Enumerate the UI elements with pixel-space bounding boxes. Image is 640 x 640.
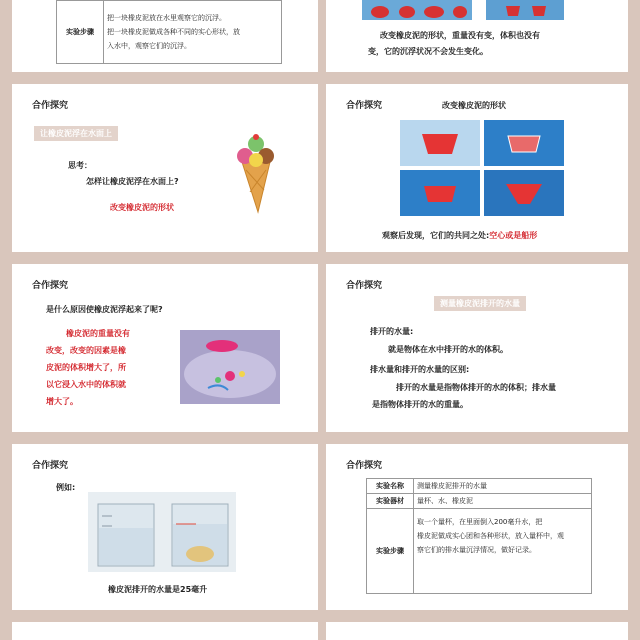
- beakers-photo: [88, 492, 236, 572]
- clay-shapes-photo-2: [486, 0, 564, 20]
- difference-line-2: 是指物体排开的水的重量。: [372, 400, 468, 409]
- topic-tag: 让橡皮泥浮在水面上: [34, 126, 118, 141]
- steps-line-1: 把一块橡皮泥放在水里观察它的沉浮。: [107, 14, 226, 22]
- equipment-value: 量杯、水、橡皮泥: [414, 494, 592, 509]
- think-answer: 改变橡皮泥的形状: [110, 203, 174, 212]
- slide-title: 合作探究: [346, 101, 383, 111]
- slide-shape-observation: [326, 84, 628, 252]
- steps-line-1: 取一个量杯，在里面倒入200毫升水，把: [417, 518, 543, 526]
- equipment-label: 实验器材: [367, 494, 414, 509]
- result-line-2: 变，它的沉浮状况不会发生变化。: [368, 47, 488, 56]
- topic-tag: 测量橡皮泥排开的水量: [434, 296, 526, 311]
- example-caption: 橡皮泥排开的水量是25毫升: [108, 585, 208, 594]
- steps-label: 实验步骤: [367, 509, 414, 594]
- conclusion: [382, 228, 537, 243]
- slide-title: 合作探究: [32, 101, 69, 111]
- slide-title: 合作探究: [32, 281, 69, 291]
- reason-line-4: 以它浸入水中的体积就: [46, 380, 126, 389]
- conclusion-prefix: 观察后发现，它们的共同之处:: [382, 231, 490, 240]
- slide-heading: 改变橡皮泥的形状: [442, 101, 506, 110]
- floating-clay-photo: [180, 330, 280, 404]
- steps-line-2: 橡皮泥做成实心团和各种形状，放入量杯中，观: [417, 532, 564, 540]
- slide-displaced-water: [326, 264, 628, 432]
- slide-make-clay-float: [12, 84, 318, 252]
- steps-line-2: 把一块橡皮泥做成各种不同的实心形状，放: [107, 28, 240, 36]
- slide-next-right: [326, 622, 628, 640]
- slide-example-measure: [12, 444, 318, 610]
- difference-line-1: 排开的水量是指物体排开的水的体积；排水量: [396, 383, 556, 392]
- steps-table: [56, 0, 282, 64]
- reason-line-3: 皮泥的体积增大了，所: [46, 363, 126, 372]
- slide-experiment-steps: [12, 0, 318, 72]
- reason-line-1: 橡皮泥的重量没有: [66, 329, 130, 338]
- hollow-clay-photo-grid: [400, 120, 564, 216]
- example-label: 例如:: [56, 483, 76, 492]
- steps-text: [414, 509, 592, 594]
- steps-line-3: 察它们的排水量沉浮情况，做好记录。: [417, 546, 536, 554]
- reason-line-2: 改变，改变的因素是橡: [46, 346, 126, 355]
- steps-label: 实验步骤: [57, 1, 104, 64]
- steps-line-3: 入水中，观察它们的沉浮。: [107, 42, 191, 50]
- name-label: 实验名称: [367, 479, 414, 494]
- slide-next-left: [12, 622, 318, 640]
- think-label: 思考：: [68, 161, 92, 170]
- slide-experiment-plan: [326, 444, 628, 610]
- name-value: 测量橡皮泥排开的水量: [414, 479, 592, 494]
- experiment-table: [366, 478, 592, 594]
- conclusion-highlight: 空心或是船形: [489, 231, 538, 240]
- ice-cream-illustration: [230, 132, 282, 214]
- clay-shapes-photo-1: [362, 0, 472, 20]
- slide-title: 合作探究: [346, 461, 383, 471]
- slide-why-float: [12, 264, 318, 432]
- slide-shape-change-result: [326, 0, 628, 72]
- definition-title: 排开的水量:: [370, 327, 414, 336]
- reason-line-5: 增大了。: [46, 397, 78, 406]
- think-question: 怎样让橡皮泥浮在水面上?: [86, 177, 179, 186]
- steps-text: [104, 1, 282, 64]
- definition-text: 就是物体在水中排开的水的体积。: [388, 345, 508, 354]
- difference-title: 排水量和排开的水量的区别:: [370, 365, 470, 374]
- why-question: 是什么原因使橡皮泥浮起来了呢?: [46, 305, 163, 314]
- slide-title: 合作探究: [346, 281, 383, 291]
- result-line-1: 改变橡皮泥的形状，重量没有变，体积也没有: [380, 31, 540, 40]
- slide-title: 合作探究: [32, 461, 69, 471]
